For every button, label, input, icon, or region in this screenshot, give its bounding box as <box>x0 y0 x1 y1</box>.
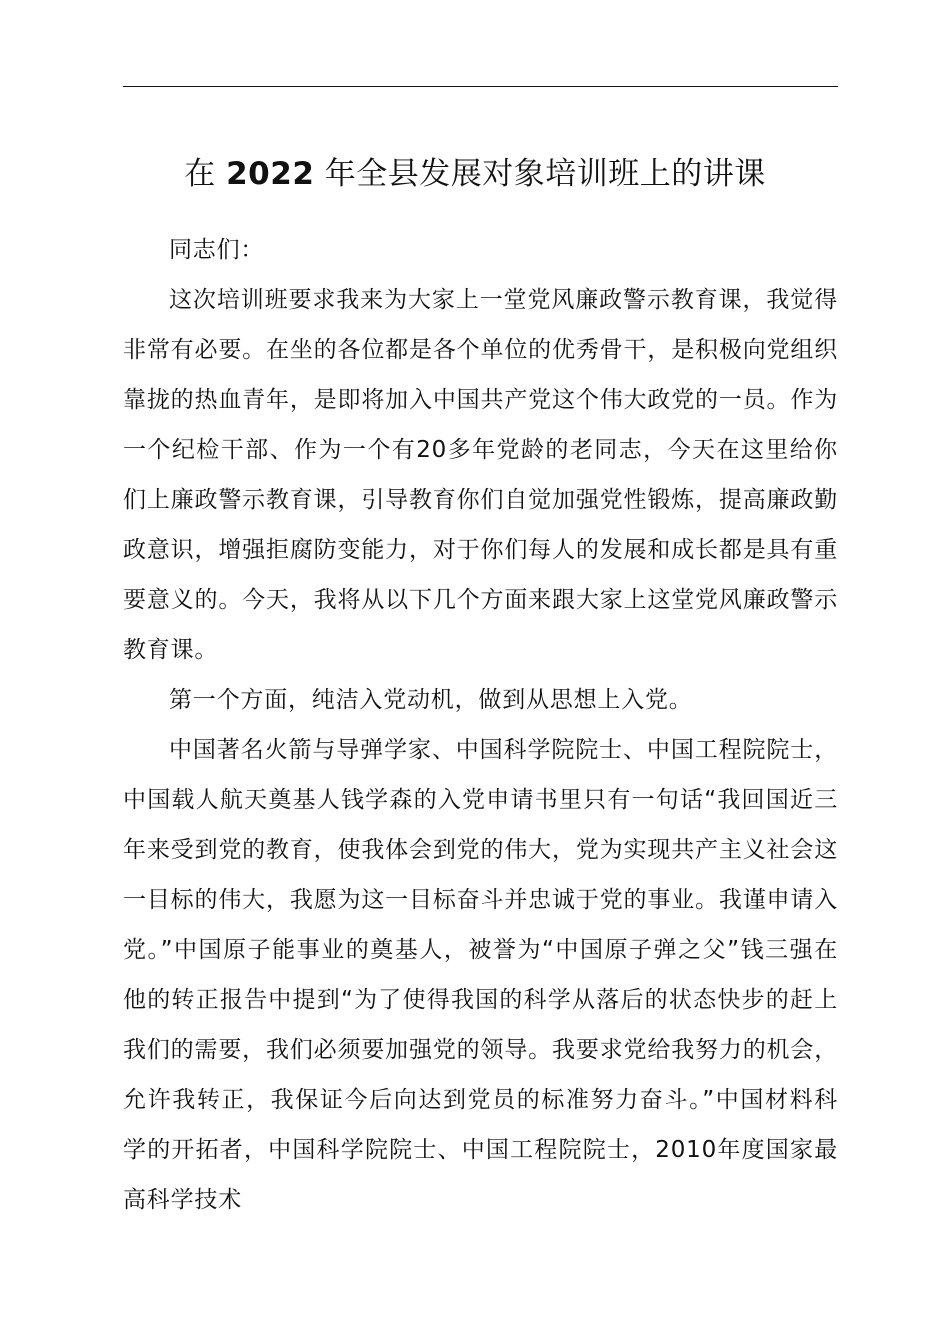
header-rule <box>123 86 838 87</box>
title-year: 2022 <box>226 156 315 192</box>
paragraph-intro: 这次培训班要求我来为大家上一堂党风廉政警示教育课，我觉得非常有必要。在坐的各位都是各个单位的优秀骨干，是积极向党组织靠拢的热血青年，是即将加入中国共产党这个伟大政党的一员。作为一个纪检干部、作为一个有20多年党龄的老同志，今天在这里给你们上廉政警示教育课，引导教育你们自觉加强党性锻炼，提高廉政勤政意识，增强拒腐防变能力，对于你们每人的发展和成长都是具有重要意义的。今天，我将从以下几个方面来跟大家上这堂党风廉政警示教育课。 <box>123 287 838 663</box>
title-suffix: 年全县发展对象培训班上的讲课 <box>324 156 766 192</box>
document-body <box>123 225 838 1225</box>
paragraph-examples: 中国著名火箭与导弹学家、中国科学院院士、中国工程院院士，中国载人航天奠基人钱学森的入党申请书里只有一句话“我回国近三年来受到党的教育，使我体会到党的伟大，党为实现共产主义社会这一目标的伟大，我愿为这一目标奋斗并忠诚于党的事业。我谨申请入党。”中国原子能事业的奠基人，被誉为“中国原子弹之父”钱三强在他的转正报告中提到“为了使得我国的科学从落后的状态快步的赶上我们的需要，我们必须要加强党的领导。我要求党给我努力的机会，允许我转正，我保证今后向达到党员的标准努力奋斗。”中国材料科学的开拓者，中国科学院院士、中国工程院院士，2010年度国家最高科学技术 <box>123 737 838 1213</box>
paragraph-section-heading: 第一个方面，纯洁入党动机，做到从思想上入党。 <box>169 687 693 713</box>
document-title <box>0 148 950 200</box>
title-prefix: 在 <box>184 156 216 192</box>
salutation: 同志们： <box>169 237 265 263</box>
